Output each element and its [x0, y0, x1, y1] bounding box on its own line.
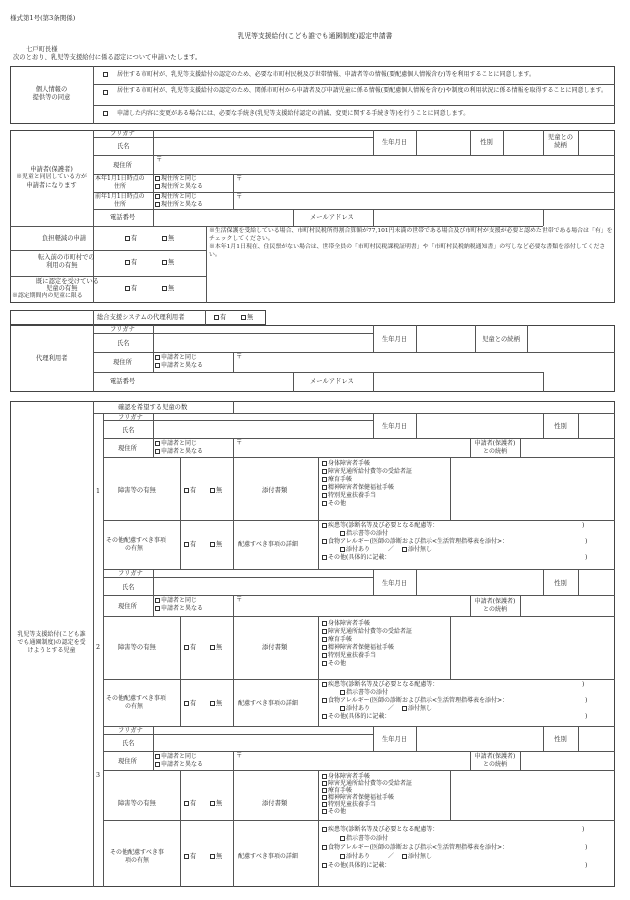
- applicant-name-label: 氏名: [117, 143, 130, 150]
- child-2-disability-no-checkbox[interactable]: [210, 645, 215, 650]
- child-3-attachments-label: 添付書類: [262, 800, 288, 807]
- applicant-email-label: メールアドレス: [310, 214, 354, 221]
- child-1-care-details-label: 配慮すべき事項の詳細: [238, 541, 298, 548]
- child-1-doc-physical-checkbox[interactable]: [322, 461, 327, 466]
- certified-yes-checkbox[interactable]: [125, 286, 130, 291]
- children-section-label: 乳児等支援給付(こども誰: [17, 631, 86, 638]
- jan-prior-same-checkbox[interactable]: [155, 194, 160, 199]
- burden-note-2: ※本年1月1日現在、住民票がない場合は、世帯全員の「市町村民税課税証明書」や「市町村民税納税通知書」の写しなど必要な書類を添付してください。: [209, 244, 606, 258]
- certified-no-checkbox[interactable]: [162, 286, 167, 291]
- child-3-disability-no-checkbox[interactable]: [210, 801, 215, 806]
- child-2-doc-allowance-checkbox[interactable]: [322, 653, 327, 658]
- child-3-number: 3: [95, 772, 100, 779]
- child-3-guardian-relation-label: 申請者(保護者): [474, 753, 516, 760]
- child-3-birthdate-label: 生年月日: [381, 736, 408, 743]
- child-3-address-diff-checkbox[interactable]: [155, 762, 160, 767]
- applicant-gender-field[interactable]: [504, 131, 543, 155]
- child-3-disease-checkbox[interactable]: [322, 827, 327, 832]
- proxy-email-label: メールアドレス: [310, 378, 354, 385]
- child-2-name-field[interactable]: [154, 578, 373, 595]
- privacy-label: 個人情報の: [35, 86, 68, 93]
- burden-label: 負担軽減の申請: [42, 235, 87, 242]
- child-3-allergy-checkbox[interactable]: [322, 845, 327, 850]
- child-2-disability-label: 障害等の有無: [118, 644, 156, 651]
- burden-note-1: ※生活保護を受給している場合、市町村民税所得割合算額が77,101円未満の世帯である場合及び市町村が支援が必要と認めた世帯である場合は「有」をチェックしてください。: [209, 228, 613, 242]
- child-3-disease-instruction-checkbox[interactable]: [340, 836, 345, 841]
- child-3-doc-physical-checkbox[interactable]: [322, 774, 327, 779]
- child-2-care-details-label: 配慮すべき事項の詳細: [238, 700, 298, 707]
- child-2-allergy-attached-checkbox[interactable]: [340, 706, 345, 711]
- child-1-address-diff-checkbox[interactable]: [155, 449, 160, 454]
- child-3-furigana-label: フリガナ: [118, 727, 143, 734]
- child-3-other-checkbox[interactable]: [322, 863, 327, 868]
- child-1-disability-label: 障害等の有無: [118, 487, 156, 494]
- applicant-address-label: 現住所: [113, 162, 132, 169]
- child-2-gender-label: 性別: [554, 580, 567, 587]
- child-1-address-label: 現住所: [118, 445, 137, 452]
- form-title: 乳児等支援給付(こども誰でも通園制度)認定申請書: [237, 32, 393, 40]
- privacy-consent-1-text: 居住する市町村が、乳児等支援給付の認定のため、必要な市町村民税及び世帯情報、申請者等の情報(要配慮個人情報含む)等を利用することに同意します。: [117, 71, 535, 78]
- child-3-care-no-checkbox[interactable]: [210, 854, 215, 859]
- child-3-disability-label: 障害等の有無: [118, 800, 156, 807]
- child-2-doc-mental-checkbox[interactable]: [322, 645, 327, 650]
- proxy-name-field[interactable]: [154, 334, 373, 352]
- child-1-disease-instruction-checkbox[interactable]: [340, 531, 345, 536]
- child-3-doc-allowance-checkbox[interactable]: [322, 802, 327, 807]
- child-2-name-label: 氏名: [122, 584, 135, 591]
- proxy-yes-checkbox[interactable]: [214, 315, 219, 320]
- child-1-attachments-label: 添付書類: [262, 487, 288, 494]
- child-3-gender-label: 性別: [554, 736, 567, 743]
- child-3-disability-yes-checkbox[interactable]: [184, 801, 189, 806]
- moved-in-label: 転入前の市町村での: [38, 254, 95, 261]
- moved-in-no-checkbox[interactable]: [162, 260, 167, 265]
- privacy-consent-3-checkbox[interactable]: [103, 111, 108, 116]
- child-1-care-yes-checkbox[interactable]: [184, 542, 189, 547]
- child-2-disease-checkbox[interactable]: [322, 682, 327, 687]
- jan-prior-diff-checkbox[interactable]: [155, 202, 160, 207]
- children-count-field[interactable]: [234, 402, 614, 413]
- applicant-relation-field[interactable]: [579, 131, 614, 155]
- child-1-care-label: その他配慮すべき事項: [106, 537, 166, 544]
- jan-current-same-checkbox[interactable]: [155, 176, 160, 181]
- child-1-allergy-attached-checkbox[interactable]: [340, 547, 345, 552]
- child-2-care-no-checkbox[interactable]: [210, 701, 215, 706]
- child-1-care-no-checkbox[interactable]: [210, 542, 215, 547]
- certified-label: 既に認定を受けている: [36, 278, 99, 285]
- child-2-allergy-not-attached-checkbox[interactable]: [402, 706, 407, 711]
- addressee: 七戸町長様: [26, 46, 58, 53]
- applicant-furigana-label: フリガナ: [110, 130, 135, 137]
- proxy-address-label: 現住所: [113, 359, 132, 366]
- proxy-furigana-label: フリガナ: [110, 326, 135, 333]
- child-2-attachments-label: 添付書類: [262, 644, 288, 651]
- applicant-phone-field[interactable]: [154, 210, 293, 226]
- applicant-label: 申請者(保護者): [30, 166, 73, 173]
- applicant-phone-label: 電話番号: [110, 214, 136, 221]
- applicant-gender-label: 性別: [480, 139, 493, 146]
- child-3-name-field[interactable]: [154, 735, 373, 751]
- jan-current-year-label: 本年1月1日時点の: [95, 175, 145, 182]
- child-1-name-field[interactable]: [154, 421, 373, 438]
- child-1-allergy-checkbox[interactable]: [322, 539, 327, 544]
- burden-yes-checkbox[interactable]: [125, 236, 130, 241]
- child-1-address-same-checkbox[interactable]: [155, 441, 160, 446]
- proxy-name-label: 氏名: [117, 340, 130, 347]
- child-2-doc-certificate-checkbox[interactable]: [322, 629, 327, 634]
- intro-text: 次のとおり、乳児等支援給付に係る認定について申請いたします。: [13, 54, 202, 61]
- proxy-relation-label: 児童との続柄: [482, 336, 520, 343]
- privacy-consent-2-checkbox[interactable]: [103, 90, 108, 95]
- proxy-system-label: 総合支援システムの代理利用者: [97, 314, 185, 321]
- child-3-name-label: 氏名: [122, 740, 135, 747]
- children-count-label: 確認を希望する児童の数: [118, 404, 188, 411]
- postal-mark: 〒: [156, 156, 163, 163]
- proxy-address-diff-checkbox[interactable]: [155, 363, 160, 368]
- applicant-birthdate-field[interactable]: [417, 131, 470, 155]
- child-3-allergy-attached-checkbox[interactable]: [340, 854, 345, 859]
- applicant-birthdate-label: 生年月日: [381, 139, 408, 146]
- child-2-doc-physical-checkbox[interactable]: [322, 621, 327, 626]
- proxy-phone-label: 電話番号: [110, 378, 136, 385]
- child-1-furigana-label: フリガナ: [118, 414, 143, 421]
- child-1-disability-no-checkbox[interactable]: [210, 488, 215, 493]
- applicant-name-field[interactable]: [153, 138, 373, 155]
- child-1-doc-other-checkbox[interactable]: [322, 501, 327, 506]
- child-3-allergy-not-attached-checkbox[interactable]: [402, 854, 407, 859]
- child-1-number: 1: [95, 488, 100, 495]
- child-3-doc-other-checkbox[interactable]: [322, 809, 327, 814]
- child-2-allergy-checkbox[interactable]: [322, 698, 327, 703]
- child-3-address-label: 現住所: [118, 758, 137, 765]
- child-3-care-label: その他配慮すべき事: [110, 849, 164, 856]
- child-2-doc-other-checkbox[interactable]: [322, 661, 327, 666]
- child-1-disease-checkbox[interactable]: [322, 523, 327, 528]
- child-2-care-yes-checkbox[interactable]: [184, 701, 189, 706]
- child-1-allergy-not-attached-checkbox[interactable]: [402, 547, 407, 552]
- applicant-email-field[interactable]: [374, 210, 543, 226]
- privacy-consent-3-text: 申請した内容に変更がある場合には、必要な手続き(乳児等支援給付認定の消滅、変更に関する手続き等)を行うことに同意します。: [117, 110, 470, 117]
- child-1-birthdate-label: 生年月日: [381, 423, 408, 430]
- jan-prior-year-label: 前年1月1日時点の: [95, 193, 145, 200]
- child-2-disability-yes-checkbox[interactable]: [184, 645, 189, 650]
- privacy-consent-2-text: 居住する市町村が、乳児等支援給付の認定のため、関係市町村から申請者及び申請児童に係る情報(要配慮個人情報を含む)や制度の利用状況に係る情報を取得することに同意します。: [117, 87, 607, 94]
- proxy-address-same-checkbox[interactable]: [155, 355, 160, 360]
- form-number: 様式第1号(第3条関係): [10, 14, 76, 22]
- child-1-doc-mental-checkbox[interactable]: [322, 485, 327, 490]
- child-2-birthdate-label: 生年月日: [381, 580, 408, 587]
- child-3-doc-certificate-checkbox[interactable]: [322, 781, 327, 786]
- child-2-disease-instruction-checkbox[interactable]: [340, 690, 345, 695]
- child-1-doc-allowance-checkbox[interactable]: [322, 493, 327, 498]
- applicant-address-field[interactable]: [154, 156, 614, 174]
- child-1-name-label: 氏名: [122, 427, 135, 434]
- proxy-no-checkbox[interactable]: [241, 315, 246, 320]
- child-2-other-checkbox[interactable]: [322, 714, 327, 719]
- child-3-address-same-checkbox[interactable]: [155, 754, 160, 759]
- proxy-user-label: 代理利用者: [36, 355, 68, 362]
- child-3-care-details-label: 配慮すべき事項の詳細: [238, 853, 298, 860]
- child-2-furigana-label: フリガナ: [118, 570, 143, 577]
- proxy-birthdate-label: 生年月日: [381, 336, 408, 343]
- child-2-number: 2: [95, 644, 100, 651]
- privacy-consent-1-checkbox[interactable]: [103, 72, 108, 77]
- child-1-doc-ryoiku-checkbox[interactable]: [322, 477, 327, 482]
- moved-in-yes-checkbox[interactable]: [125, 260, 130, 265]
- child-2-guardian-relation-label: 申請者(保護者): [474, 598, 516, 605]
- child-1-disability-yes-checkbox[interactable]: [184, 488, 189, 493]
- child-2-doc-ryoiku-checkbox[interactable]: [322, 637, 327, 642]
- child-1-other-checkbox[interactable]: [322, 555, 327, 560]
- child-2-address-label: 現住所: [118, 603, 137, 610]
- child-3-doc-ryoiku-checkbox[interactable]: [322, 788, 327, 793]
- child-2-address-diff-checkbox[interactable]: [155, 606, 160, 611]
- applicant-relation-label: 児童との: [547, 134, 574, 141]
- child-2-care-label: その他配慮すべき事項: [106, 695, 166, 702]
- child-2-address-same-checkbox[interactable]: [155, 598, 160, 603]
- child-3-care-yes-checkbox[interactable]: [184, 854, 189, 859]
- child-1-guardian-relation-label: 申請者(保護者): [474, 440, 516, 447]
- child-1-doc-certificate-checkbox[interactable]: [322, 469, 327, 474]
- child-3-doc-mental-checkbox[interactable]: [322, 795, 327, 800]
- burden-no-checkbox[interactable]: [162, 236, 167, 241]
- child-1-gender-label: 性別: [554, 423, 567, 430]
- jan-current-diff-checkbox[interactable]: [155, 184, 160, 189]
